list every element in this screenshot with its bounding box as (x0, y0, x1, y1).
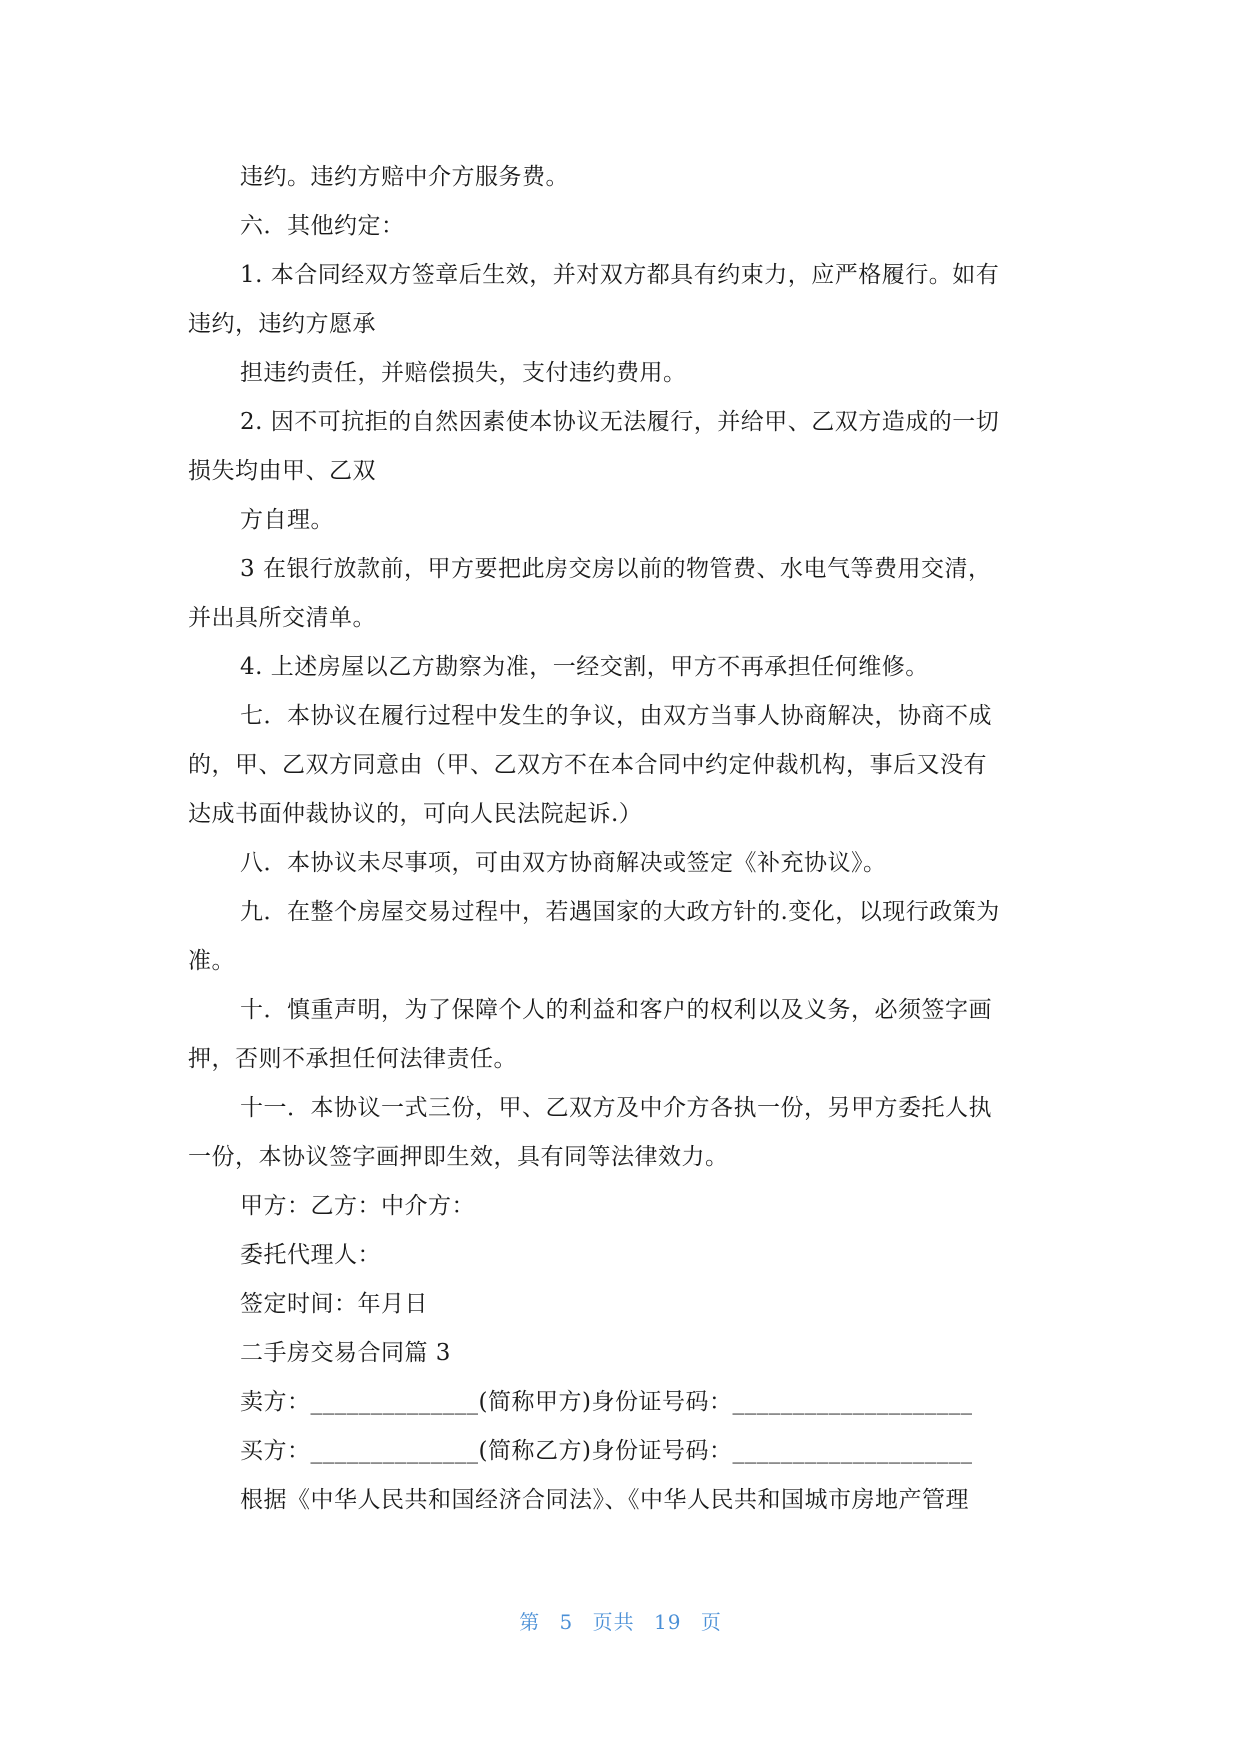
text-line: 4. 上述房屋以乙方勘察为准，一经交割，甲方不再承担任何维修。 (240, 654, 929, 680)
page-footer (0, 1606, 1241, 1635)
current-page-number: 5 (559, 1610, 574, 1634)
text-line: 准。 (188, 948, 235, 974)
footer-label: 第 (519, 1610, 541, 1634)
buyer-line: 买方：______________(简称乙方)身份证号码：____________________ (240, 1438, 973, 1464)
text-line: 并出具所交清单。 (188, 605, 376, 631)
text-line: 达成书面仲裁协议的，可向人民法院起诉.） (188, 801, 643, 827)
text-line: 损失均由甲、乙双 (188, 458, 376, 484)
text-line: 方自理。 (240, 507, 334, 533)
agent-line: 委托代理人： (240, 1242, 381, 1268)
text-line: 3 在银行放款前，甲方要把此房交房以前的物管费、水电气等费用交清， (240, 556, 992, 582)
text-line: 一份，本协议签字画押即生效，具有同等法律效力。 (188, 1144, 729, 1170)
text-line: 八．本协议未尽事项，可由双方协商解决或签定《补充协议》。 (240, 850, 887, 876)
seller-line: 卖方：______________(简称甲方)身份证号码：____________________ (240, 1389, 973, 1415)
text-line: 违约。违约方赔中介方服务费。 (240, 164, 569, 190)
total-page-count: 19 (654, 1610, 682, 1634)
text-line: 根据《中华人民共和国经济合同法》、《中华人民共和国城市房地产管理 (240, 1487, 969, 1513)
signature-parties: 甲方：乙方：中介方： (240, 1193, 475, 1219)
text-line: 违约，违约方愿承 (188, 311, 376, 337)
text-line: 九．在整个房屋交易过程中，若遇国家的大政方针的.变化，以现行政策为 (240, 899, 1000, 925)
contract-title: 二手房交易合同篇 3 (240, 1340, 451, 1366)
footer-label: 页 (700, 1610, 722, 1634)
text-line: 十．慎重声明，为了保障个人的利益和客户的权利以及义务，必须签字画 (240, 997, 992, 1023)
text-line: 担违约责任，并赔偿损失，支付违约费用。 (240, 360, 687, 386)
text-line: 七．本协议在履行过程中发生的争议，由双方当事人协商解决，协商不成 (240, 703, 992, 729)
section-heading: 六．其他约定： (240, 213, 405, 239)
text-line: 押，否则不承担任何法律责任。 (188, 1046, 517, 1072)
text-line: 2. 因不可抗拒的自然因素使本协议无法履行，并给甲、乙双方造成的一切 (240, 409, 1000, 435)
text-line: 的，甲、乙双方同意由（甲、乙双方不在本合同中约定仲裁机构，事后又没有 (188, 752, 987, 778)
text-line: 1. 本合同经双方签章后生效，并对双方都具有约束力，应严格履行。如有 (240, 262, 1000, 288)
signing-date-line: 签定时间：年月日 (240, 1291, 428, 1317)
footer-label: 页共 (592, 1610, 635, 1634)
text-line: 十一．本协议一式三份，甲、乙双方及中介方各执一份，另甲方委托人执 (240, 1095, 992, 1121)
